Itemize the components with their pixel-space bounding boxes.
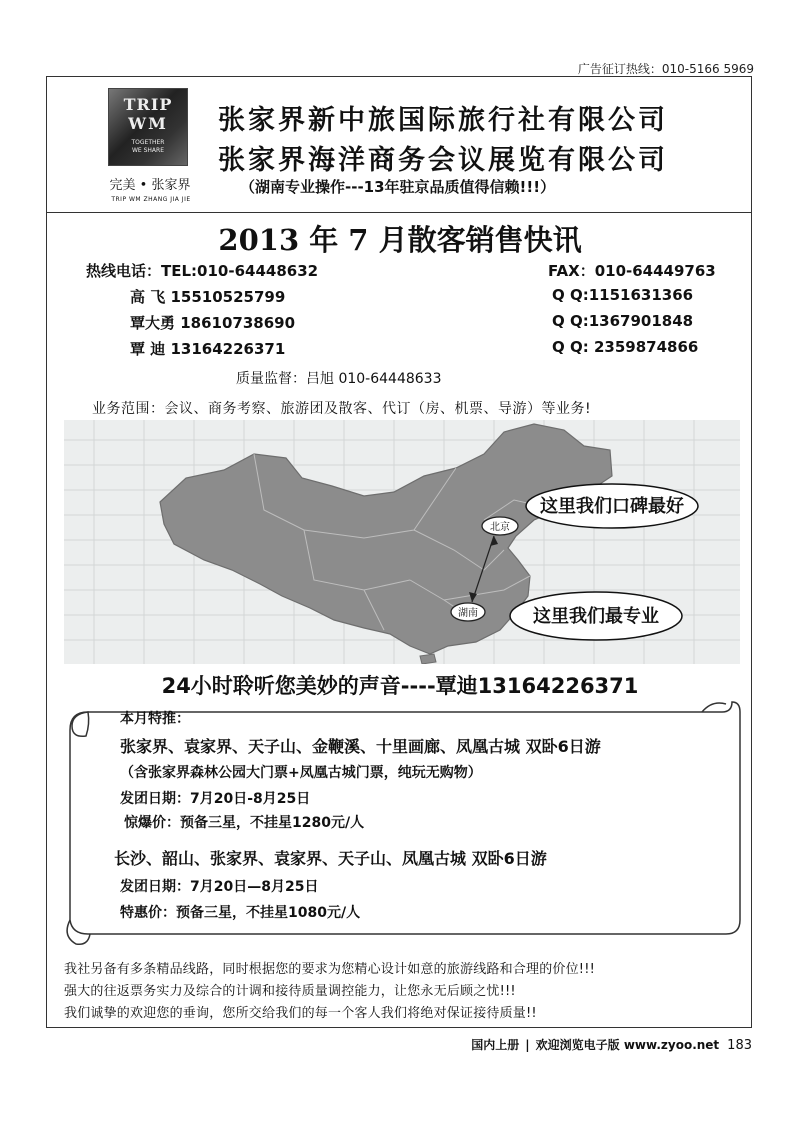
route-1-price: 惊爆价：预备三星，不挂星1280元/人	[124, 815, 365, 831]
logo-tagline-2: WE SHARE	[131, 147, 164, 154]
company-slogan: （湖南专业操作---13年驻京品质值得信赖!!!）	[240, 178, 556, 196]
callout-professional: 这里我们最专业	[533, 606, 659, 627]
hotline-tel: 热线电话：TEL:010-64448632	[86, 262, 319, 280]
route-2-price: 特惠价：预备三星，不挂星1080元/人	[120, 905, 361, 921]
company-name-1: 张家界新中旅国际旅行社有限公司	[218, 105, 668, 136]
contact-tan-di-qq: Q Q: 2359874866	[552, 338, 699, 356]
page-number: 183	[727, 1038, 752, 1053]
special-offers-scroll	[62, 700, 742, 948]
beijing-label: 北京	[490, 522, 510, 533]
footer-separator: |	[525, 1038, 530, 1052]
contact-gao-fei: 高 飞 15510525799	[130, 288, 286, 306]
logo-tagline-1: TOGETHER	[131, 139, 165, 146]
voice-banner: 24小时聆听您美妙的声音----覃迪13164226371	[161, 674, 639, 698]
hunan-label: 湖南	[458, 608, 478, 619]
contact-tan-dayong-qq: Q Q:1367901848	[552, 312, 694, 330]
logo-en-caption: TRIP WM ZHANG JIA JIE	[111, 196, 191, 203]
hainan-island	[420, 654, 436, 664]
footer-note-3: 我们诚挚的欢迎您的垂询，您所交给我们的每一个客人我们将绝对保证接待质量!!	[64, 1006, 537, 1021]
scroll-top-right-curl	[702, 703, 726, 712]
contact-tan-di: 覃 迪 13164226371	[130, 340, 286, 358]
route-1-note: （含张家界森林公园大门票+凤凰古城门票，纯玩无购物）	[120, 765, 482, 781]
page-footer	[471, 1036, 752, 1053]
route-2-title: 长沙、韶山、张家界、袁家界、天子山、凤凰古城 双卧6日游	[114, 849, 547, 868]
business-scope: 业务范围：会议、商务考察、旅游团及散客、代订（房、机票、导游）等业务!	[92, 401, 592, 417]
callout-reputation: 这里我们口碑最好	[540, 496, 684, 517]
route-2-dates: 发团日期：7月20日—8月25日	[120, 879, 319, 895]
header-divider	[46, 212, 752, 213]
offers-title: 本月特推：	[120, 711, 190, 727]
company-name-2: 张家界海洋商务会议展览有限公司	[218, 145, 668, 176]
company-logo	[108, 88, 188, 166]
footer-note-1: 我社另备有多条精品线路，同时根据您的要求为您精心设计如意的旅游线路和合理的价位!!!	[64, 962, 596, 977]
logo-cn-caption: 完美 • 张家界	[109, 178, 191, 193]
contact-tan-dayong: 覃大勇 18610738690	[130, 314, 296, 332]
route-1-dates: 发团日期：7月20日-8月25日	[120, 791, 311, 807]
footer-note-2: 强大的往返票务实力及综合的计调和接待质量调控能力，让您永无后顾之忧!!!	[64, 984, 516, 999]
quality-supervisor: 质量监督：吕旭 010-64448633	[236, 371, 442, 387]
footer-website[interactable]: 欢迎浏览电子版 www.zyoo.net	[535, 1038, 720, 1052]
logo-line-trip: TRIP	[123, 95, 173, 114]
china-map	[64, 420, 740, 664]
logo-line-wm: WM	[128, 114, 168, 133]
footer-volume: 国内上册	[471, 1038, 520, 1052]
route-1-title: 张家界、袁家界、天子山、金鞭溪、十里画廊、凤凰古城 双卧6日游	[120, 737, 601, 756]
ad-hotline: 广告征订热线：010-5166 5969	[577, 62, 754, 76]
contact-gao-fei-qq: Q Q:1151631366	[552, 286, 694, 304]
fax-number: FAX：010-64449763	[548, 262, 716, 280]
page-title: 2013 年 7 月散客销售快讯	[218, 223, 582, 257]
